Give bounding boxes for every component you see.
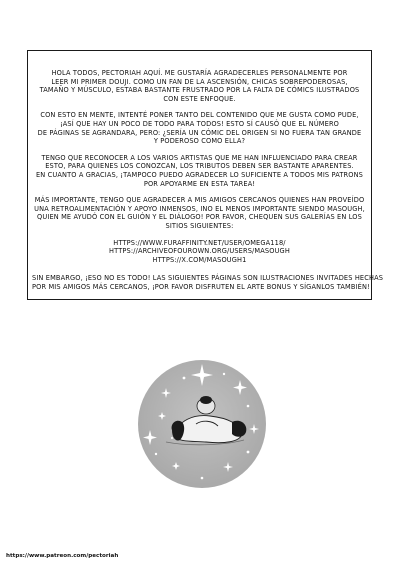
text-line: MÁS IMPORTANTE, TENGO QUE AGRADECER A MIS AMIGOS CERCANOS QUIENES HAN PROVEÍDO	[34, 196, 365, 205]
link-archiveofourown[interactable]: HTTPS://ARCHIVEOFOUROWN.ORG/USERS/MASOUGH	[109, 247, 290, 256]
text-line: CON ESTE ENFOQUE.	[163, 94, 236, 103]
text-line: Y PODEROSO COMO ELLA?	[153, 137, 246, 146]
text-line: ESTO, PARA QUIENES LOS CONOZCAN, LOS TRIBUTOS DEBEN SER BASTANTE APARENTES.	[45, 162, 354, 171]
paragraph-greeting	[32, 69, 367, 103]
link-x[interactable]: HTTPS://X.COM/MASOUGH1	[152, 255, 247, 264]
text-line: TENGO QUE RECONOCER A LOS VARIOS ARTISTAS QUE ME HAN INFLUENCIADO PARA CREAR	[41, 153, 358, 162]
text-line: ¡ASÍ QUE HAY UN POCO DE TODO PARA TODOS! ESTO SÍ CAUSÓ QUE EL NÚMERO	[59, 119, 340, 128]
text-line: TAMAÑO Y MÚSCULO, ESTABA BASTANTE FRUSTRADO POR LA FALTA DE CÓMICS ILUSTRADOS	[39, 86, 360, 95]
text-line: POR MIS AMIGOS MÁS CERCANOS, ¡POR FAVOR DISFRUTEN EL ARTE BONUS Y SÍGANLOS TAMBIÉN!	[32, 282, 370, 291]
text-line: SIN EMBARGO, ¡ESO NO ES TODO! LAS SIGUIENTES PÁGINAS SON ILUSTRACIONES INVITADES HECHAS	[32, 274, 384, 283]
text-line: CON ESTO EN MENTE, INTENTÉ PONER TANTO DEL CONTENIDO QUE ME GUSTA COMO PUDE,	[40, 111, 359, 120]
text-line: SITIOS SIGUIENTES:	[165, 221, 234, 230]
paragraph-guest-art	[32, 274, 384, 291]
paragraph-friends	[32, 196, 367, 230]
text-line: DE PÁGINAS SE AGRANDARA, PERO: ¿SERÍA UN CÓMIC DEL ORIGEN SI NO FUERA TAN GRANDE	[37, 128, 362, 137]
text-line: HOLA TODOS, PECTORIAH AQUÍ. ME GUSTARÍA AGRADECERLES PERSONALMENTE POR	[51, 69, 348, 77]
link-list	[32, 239, 367, 265]
text-line: UNA RETROALIMENTACIÓN Y APOYO INMENSOS, INO EL MENOS IMPORTANTE SIENDO MASOUGH,	[34, 204, 365, 213]
link-furaffinity[interactable]: HTTPS://WWW.FURAFFINITY.NET/USER/OMEGA118/	[113, 238, 286, 247]
text-line: POR APOYARME EN ESTA TAREA!	[143, 179, 256, 188]
text-line: LEER MI PRIMER DOUJI. COMO UN FAN DE LA ASCENSIÓN, CHICAS SOBREPODEROSAS,	[51, 77, 348, 86]
paragraph-artists	[32, 154, 367, 188]
afterword-text-box	[27, 50, 384, 300]
patreon-link[interactable]: https://www.patreon.com/pectoriah	[6, 553, 119, 559]
paragraph-content	[32, 111, 367, 145]
text-line: QUIEN ME AYUDÓ CON EL GUIÓN Y EL DIÁLOGO! POR FAVOR, CHEQUEN SUS GALERÍAS EN LOS	[37, 213, 362, 222]
text-line: EN CUANTO A GRACIAS, ¡TAMPOCO PUEDO AGRADECER LO SUFICIENTE A TODOS MIS PATRONS	[35, 170, 364, 179]
sleeping-character-emblem	[136, 358, 268, 490]
